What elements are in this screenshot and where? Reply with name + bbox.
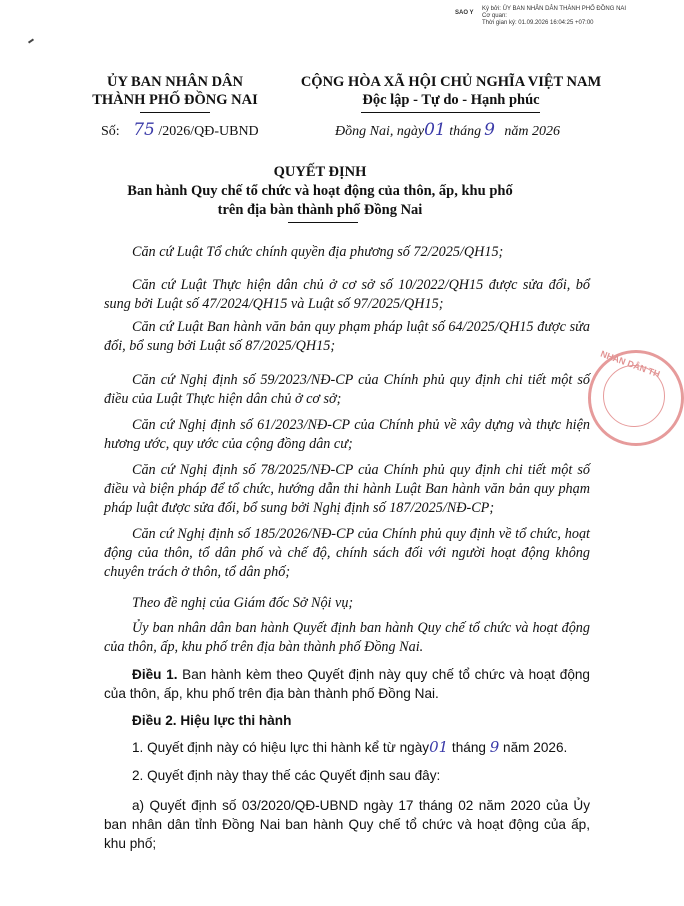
proposal-basis: Theo đề nghị của Giám đốc Sở Nội vụ; <box>132 595 354 611</box>
legal-basis-5: Căn cứ Nghị định số 61/2023/NĐ-CP của Chính phủ về xây dựng và thực hiện hương ước, quy ước của cộng đồng dân cư; <box>104 417 590 452</box>
signature-time: Thời gian ký: 01.09.2026 16:04:25 +07:00 <box>482 20 594 26</box>
legal-basis-7: Căn cứ Nghị định số 185/2026/NĐ-CP của Chính phủ quy định về tổ chức, hoạt động của thôn, tổ dân phố và chế độ, chính sách đối với người hoạt động không chuyên trách ở thôn, tổ dân phố; <box>104 526 590 580</box>
article-2-item-1 <box>132 738 590 757</box>
article-2-item-2: 2. Quyết định này thay thế các Quyết định sau đây: <box>132 768 441 783</box>
issuer-underline <box>140 112 210 113</box>
date-month-word: tháng <box>449 124 482 139</box>
legal-basis-1: Căn cứ Luật Tổ chức chính quyền địa phương số 72/2025/QH15; <box>132 244 504 260</box>
effective-day-handwritten: 01 <box>429 738 449 756</box>
article-2-item-2a: a) Quyết định số 03/2020/QĐ-UBND ngày 17 tháng 02 năm 2020 của Ủy ban nhân dân tỉnh Đồng Nai ban hành Quy chế tổ chức và hoạt động của ấp, khu phố; <box>104 798 590 851</box>
article-1-label: Điều 1. <box>132 667 178 682</box>
issuer-name-line2: THÀNH PHỐ ĐỒNG NAI <box>92 92 258 108</box>
date-day-handwritten: 01 <box>424 120 446 140</box>
signature-org: Cơ quan: <box>482 13 507 19</box>
decision-title: QUYẾT ĐỊNH <box>273 164 367 180</box>
decision-subtitle-line1: Ban hành Quy chế tổ chức và hoạt động của thôn, ấp, khu phố <box>127 183 513 199</box>
article-1 <box>104 665 590 703</box>
legal-basis-3: Căn cứ Luật Ban hành văn bản quy phạm pháp luật số 64/2025/QH15 được sửa đổi, bổ sung bởi Luật số 87/2025/QH15; <box>104 319 590 354</box>
seal-text: NHÂN DÂN TH <box>599 348 662 380</box>
article-2-heading: Điều 2. Hiệu lực thi hành <box>132 713 292 728</box>
document-date <box>335 120 560 140</box>
legal-basis-4: Căn cứ Nghị định số 59/2023/NĐ-CP của Chính phủ quy định chi tiết một số điều của Luật Thực hiện dân chủ ở cơ sở; <box>104 372 590 407</box>
motto-underline <box>361 112 540 113</box>
date-year: năm 2026 <box>504 124 561 139</box>
number-handwritten: 75 <box>133 120 155 140</box>
pen-mark <box>28 38 34 43</box>
article-1-text: Ban hành kèm theo Quyết định này quy chế tổ chức và hoạt động của thôn, ấp, khu phố trên địa bàn thành phố Đồng Nai. <box>104 667 590 701</box>
number-prefix: Số: <box>101 124 120 139</box>
effective-date-prefix: 1. Quyết định này có hiệu lực thi hành kể từ ngày <box>132 740 430 755</box>
effective-month-word: tháng <box>448 740 490 755</box>
number-suffix: /2026/QĐ-UBND <box>158 124 259 139</box>
issuing-statement: Ủy ban nhân dân ban hành Quyết định ban hành Quy chế tổ chức và hoạt động của thôn, ấp, khu phố trên địa bàn thành phố Đồng Nai. <box>104 620 590 655</box>
decision-subtitle-line2: trên địa bàn thành phố Đồng Nai <box>217 202 423 218</box>
document-number <box>101 120 259 140</box>
nation-name: CỘNG HÒA XÃ HỘI CHỦ NGHĨA VIỆT NAM <box>300 74 602 90</box>
official-seal <box>588 350 684 446</box>
issuer-name-line1: ỦY BAN NHÂN DÂN <box>106 74 243 90</box>
date-month-handwritten: 9 <box>484 120 495 140</box>
effective-month-handwritten: 9 <box>489 738 500 756</box>
effective-date-suffix: năm 2026. <box>499 740 568 755</box>
copy-mark: SAO Y <box>455 10 474 16</box>
date-prefix: Đồng Nai, ngày <box>335 124 425 139</box>
title-underline <box>288 222 358 223</box>
legal-basis-6: Căn cứ Nghị định số 78/2025/NĐ-CP của Chính phủ quy định chi tiết một số điều và biện pháp để tổ chức, hướng dẫn thi hành Luật Ban hành văn bản quy phạm pháp luật được sửa đổi, bổ sung bởi Nghị định số 187/2025/NĐ-CP; <box>104 462 590 516</box>
digital-signature-info <box>482 6 638 27</box>
national-motto: Độc lập - Tự do - Hạnh phúc <box>362 92 540 108</box>
legal-basis-2: Căn cứ Luật Thực hiện dân chủ ở cơ sở số 10/2022/QH15 được sửa đổi, bổ sung bởi Luật số 47/2024/QH15 và Luật số 97/2025/QH15; <box>104 277 590 312</box>
signature-signer: Ký bởi: ỦY BAN NHÂN DÂN THÀNH PHỐ ĐỒNG NAI <box>482 6 627 12</box>
